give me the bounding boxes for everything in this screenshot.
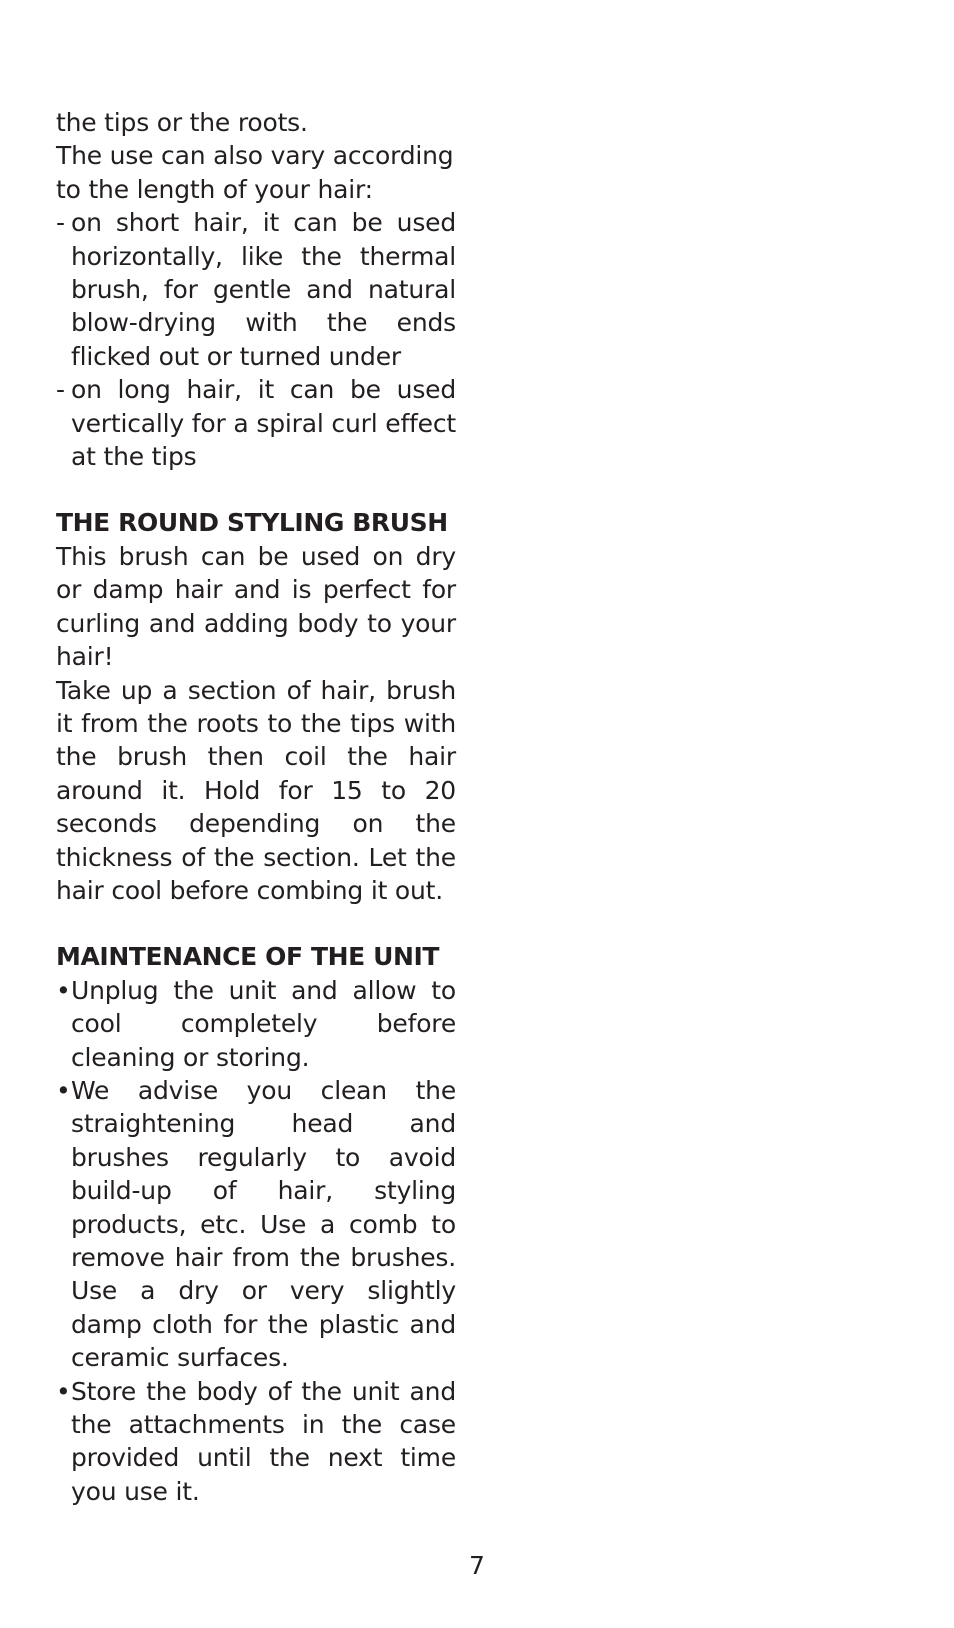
intro-continuation: the tips or the roots. (56, 108, 308, 137)
round-brush-paragraph-1: This brush can be used on dry or damp hair and is perfect for curling and adding body to your hair! (56, 541, 456, 672)
page-number: 7 (469, 1551, 485, 1580)
maintenance-list (56, 974, 456, 1509)
bullet-marker: • (56, 975, 71, 1005)
list-item-text: We advise you clean the straightening head and brushes regularly to avoid build-up of hair, styling products, etc. Use a comb to remove hair from the brushes. Use a dry or very slightly damp cloth for the plastic and ceramic surfaces. (71, 1075, 456, 1373)
list-item-text: Unplug the unit and allow to cool completely before cleaning or storing. (71, 975, 456, 1072)
list-item (56, 1074, 456, 1375)
text-column (56, 106, 456, 1508)
dash-marker: - (56, 375, 65, 405)
dash-marker: - (56, 208, 65, 238)
list-item (56, 974, 456, 1074)
list-item-text: on short hair, it can be used horizontally, like the thermal brush, for gentle and natural blow-drying with the ends flicked out or turned under (71, 208, 456, 371)
list-item (56, 1375, 456, 1509)
maintenance-heading: MAINTENANCE OF THE UNIT (56, 942, 440, 972)
round-brush-heading: THE ROUND STYLING BRUSH (56, 508, 448, 538)
bullet-marker: • (56, 1376, 71, 1406)
list-item-text: Store the body of the unit and the attachments in the case provided until the next time you use it. (71, 1376, 456, 1506)
list-item (56, 206, 456, 373)
list-item (56, 373, 456, 473)
intro-paragraph: The use can also vary according to the length of your hair: (56, 141, 454, 204)
hair-length-list (56, 206, 456, 473)
bullet-marker: • (56, 1075, 71, 1105)
list-item-text: on long hair, it can be used vertically for a spiral curl effect at the tips (71, 375, 456, 472)
round-brush-paragraph-2: Take up a section of hair, brush it from the roots to the tips with the brush then coil the hair around it. Hold for 15 to 20 seconds depending on the thickness of the section. Let the hair cool before combing it out. (56, 675, 456, 905)
